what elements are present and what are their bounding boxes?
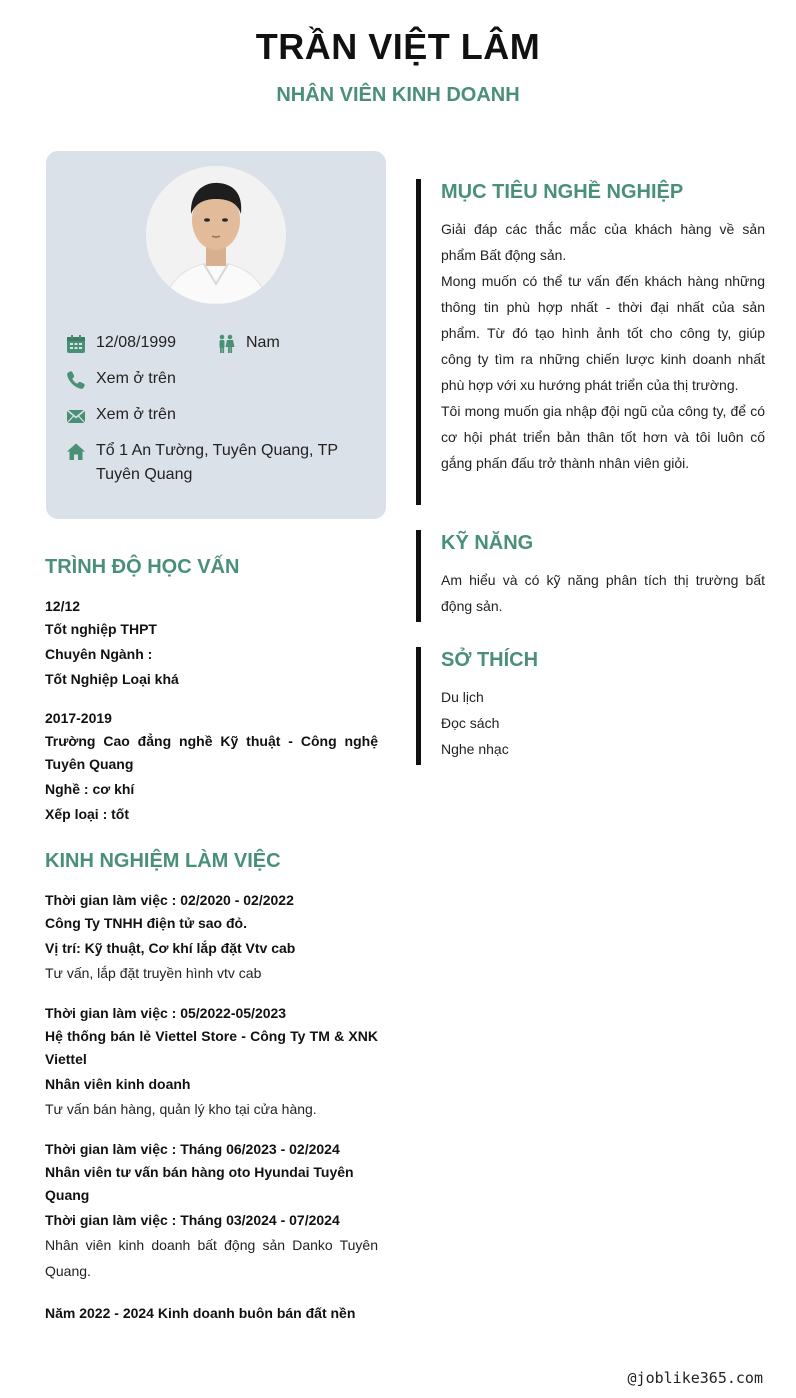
calendar-icon bbox=[66, 334, 86, 354]
experience-position: Vị trí: Kỹ thuật, Cơ khí lắp đặt Vtv cab bbox=[45, 940, 296, 956]
gender-icon bbox=[216, 334, 236, 354]
education-school: Trường Cao đẳng nghề Kỹ thuật - Công nghệ Tuyên Quang bbox=[45, 733, 378, 772]
experience-section bbox=[45, 850, 378, 1325]
avatar-photo bbox=[146, 166, 286, 304]
hobby-item: Du lịch bbox=[441, 689, 484, 705]
profile-card bbox=[46, 151, 386, 519]
birthdate-row bbox=[66, 333, 176, 355]
experience-company: Công Ty TNHH điện tử sao đỏ. bbox=[45, 915, 247, 931]
education-period: 2017-2019 bbox=[45, 710, 112, 726]
education-entry bbox=[45, 595, 378, 691]
education-school: Tốt nghiệp THPT bbox=[45, 621, 157, 637]
objective-title: MỤC TIÊU NGHỀ NGHIỆP bbox=[441, 181, 684, 203]
experience-title: KINH NGHIỆM LÀM VIỆC bbox=[45, 850, 281, 872]
education-title: TRÌNH ĐỘ HỌC VẤN bbox=[45, 556, 240, 578]
watermark: @joblike365.com bbox=[627, 1369, 763, 1387]
candidate-name: TRẦN VIỆT LÂM bbox=[255, 26, 541, 67]
skills-title: KỸ NĂNG bbox=[441, 532, 534, 554]
education-entry bbox=[45, 707, 378, 826]
objective-section bbox=[416, 179, 765, 505]
home-icon bbox=[66, 442, 86, 462]
email-value: Xem ở trên bbox=[96, 406, 176, 423]
education-major: Nghề : cơ khí bbox=[45, 781, 135, 797]
birthdate-value: 12/08/1999 bbox=[96, 334, 177, 351]
experience-entry bbox=[45, 1302, 378, 1325]
avatar bbox=[146, 166, 286, 304]
objective-paragraph: Mong muốn có thể tư vấn đến khách hàng những thông tin phù hợp nhất - thời đại nhất của sản phẩm. Từ đó tạo hình ảnh tốt cho công ty, giúp công ty tìm ra những chiến lược kinh doanh nhất phù hợp với xu hướng phát triển của thị trường. bbox=[441, 273, 765, 393]
email-row bbox=[66, 405, 176, 427]
hobbies-section bbox=[416, 647, 765, 765]
experience-entry bbox=[45, 1138, 378, 1284]
experience-entry bbox=[45, 889, 378, 986]
experience-period: Năm 2022 - 2024 Kinh doanh buôn bán đất nền bbox=[45, 1305, 356, 1321]
education-period: 12/12 bbox=[45, 598, 81, 614]
experience-period: Thời gian làm việc : 02/2020 - 02/2022 bbox=[45, 892, 294, 908]
address-row bbox=[66, 441, 356, 487]
education-section bbox=[45, 556, 378, 826]
hobby-item: Đọc sách bbox=[441, 715, 500, 731]
experience-period: Thời gian làm việc : 05/2022-05/2023 bbox=[45, 1005, 287, 1021]
experience-position: Nhân viên kinh doanh bbox=[45, 1076, 191, 1092]
objective-paragraph: Giải đáp các thắc mắc của khách hàng về sản phẩm Bất động sản. bbox=[441, 221, 765, 263]
phone-icon bbox=[66, 370, 86, 390]
envelope-icon bbox=[66, 406, 86, 426]
experience-description: Tư vấn, lắp đặt truyền hình vtv cab bbox=[45, 965, 262, 981]
address-value: Tổ 1 An Tường, Tuyên Quang, TP Tuyên Quang bbox=[96, 442, 338, 483]
gender-value: Nam bbox=[246, 334, 280, 351]
phone-value: Xem ở trên bbox=[96, 370, 176, 387]
experience-position: Thời gian làm việc : Tháng 03/2024 - 07/2024 bbox=[45, 1212, 340, 1228]
hobbies-title: SỞ THÍCH bbox=[441, 649, 539, 671]
education-major: Chuyên Ngành : bbox=[45, 646, 153, 662]
education-result: Xếp loại : tốt bbox=[45, 806, 129, 822]
experience-company: Nhân viên tư vấn bán hàng oto Hyundai Tuyên Quang bbox=[45, 1164, 354, 1203]
experience-entry bbox=[45, 1002, 378, 1122]
experience-description: Nhân viên kinh doanh bất động sản Danko Tuyên Quang. bbox=[45, 1237, 378, 1279]
phone-row bbox=[66, 369, 176, 391]
hobby-item: Nghe nhạc bbox=[441, 741, 509, 757]
objective-paragraph: Tôi mong muốn gia nhập đội ngũ của công ty, để có cơ hội phát triển bản thân tốt hơn và tôi luôn cố gắng phấn đấu trở thành nhân viên giỏi. bbox=[441, 403, 765, 471]
skills-section bbox=[416, 530, 765, 622]
experience-period: Thời gian làm việc : Tháng 06/2023 - 02/2024 bbox=[45, 1141, 340, 1157]
job-title: NHÂN VIÊN KINH DOANH bbox=[276, 84, 520, 106]
skills-text: Am hiểu và có kỹ năng phân tích thị trường bất động sản. bbox=[441, 572, 765, 614]
gender-row bbox=[216, 333, 280, 355]
experience-company: Hệ thống bán lẻ Viettel Store - Công Ty TM & XNK Viettel bbox=[45, 1028, 378, 1067]
education-result: Tốt Nghiệp Loại khá bbox=[45, 671, 179, 687]
experience-description: Tư vấn bán hàng, quản lý kho tại cửa hàng. bbox=[45, 1101, 317, 1117]
